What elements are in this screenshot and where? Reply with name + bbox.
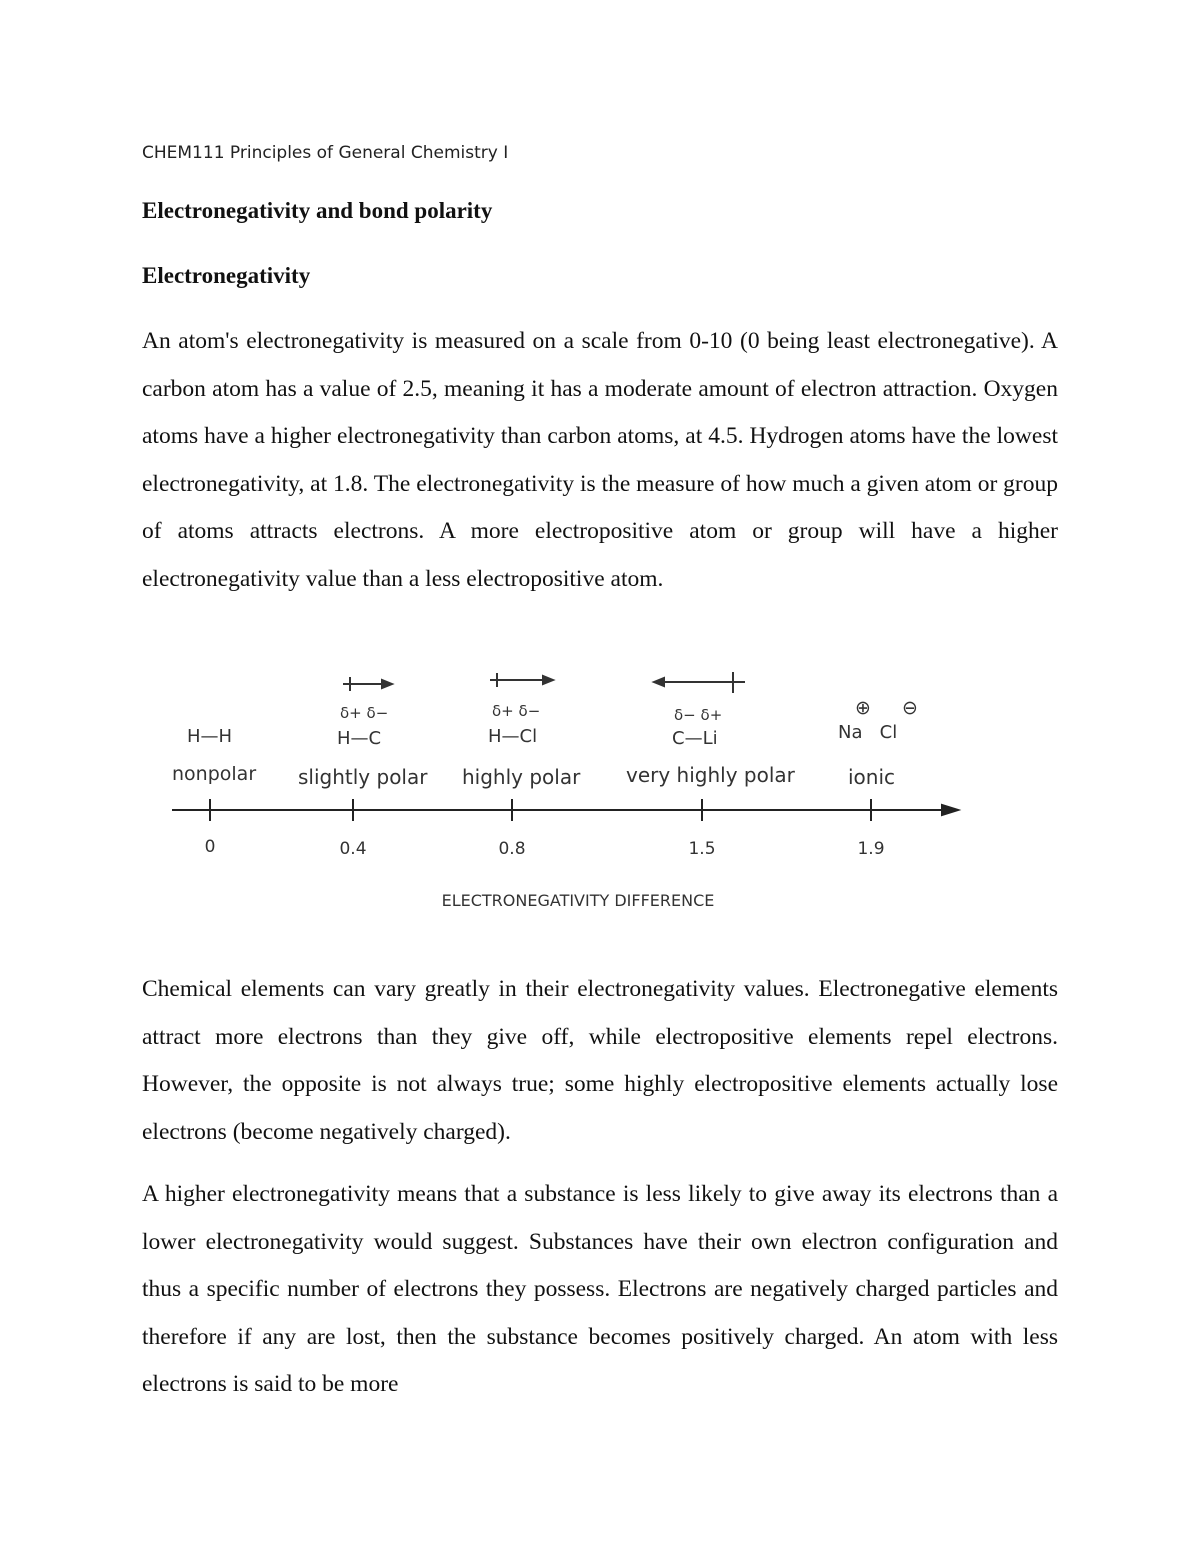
page-title: Electronegativity and bond polarity xyxy=(142,198,493,223)
molecule-hc: H—C xyxy=(337,728,382,749)
course-header: CHEM111 Principles of General Chemistry I xyxy=(142,143,509,163)
paragraph-1: An atom's electronegativity is measured on a scale from 0-10 (0 being least electronegative). A carbon atom has a value of 2.5, meaning it has a moderate amount of electron attraction. Oxygen atoms have a higher electronegativity than carbon atoms, at 4.5. Hydrogen atoms have the lowest electronegativity, at 1.8. The electronegativity is the measure of how much a given atom or group of atoms attracts electrons. A more electropositive atom or group will have a higher electronegativity value than a less electropositive atom. xyxy=(142,328,1058,592)
category-nonpolar: nonpolar xyxy=(172,763,257,785)
tick-label-0-8: 0.8 xyxy=(498,839,526,859)
tick-label-0-4: 0.4 xyxy=(339,839,367,859)
charge-label-hcl: δ+ δ− xyxy=(492,702,541,720)
molecule-hcl: H—Cl xyxy=(488,726,538,747)
category-slightly-polar: slightly polar xyxy=(298,765,428,789)
molecule-cli: C—Li xyxy=(672,728,718,749)
charge-label-cli: δ− δ+ xyxy=(674,706,723,724)
axis-line xyxy=(172,805,958,815)
tick-label-1-9: 1.9 xyxy=(857,839,885,859)
electronegativity-diagram xyxy=(0,660,1200,920)
axis-title: ELECTRONEGATIVITY DIFFERENCE xyxy=(441,891,715,910)
tick-label-0: 0 xyxy=(204,837,216,857)
paragraph-2: Chemical elements can vary greatly in their electronegativity values. Electronegative elements attract more electrons than they give off, while electropositive elements repel electrons. However, the opposite is not always true; some highly electropositive elements actually lose electrons (become negatively charged). xyxy=(142,976,1058,1145)
cation-symbol: ⊕ xyxy=(855,697,871,719)
dipole-arrow-cli xyxy=(654,672,745,693)
dipole-arrow-hcl xyxy=(490,673,553,687)
category-very-highly-polar: very highly polar xyxy=(626,763,795,787)
anion-symbol: ⊖ xyxy=(902,697,918,719)
molecule-hh: H—H xyxy=(187,726,233,747)
category-ionic: ionic xyxy=(848,765,896,789)
charge-label-hc: δ+ δ− xyxy=(340,704,389,722)
category-highly-polar: highly polar xyxy=(462,765,581,789)
tick-label-1-5: 1.5 xyxy=(688,839,716,859)
dipole-arrow-hc xyxy=(343,677,392,691)
paragraph-3: A higher electronegativity means that a substance is less likely to give away its electrons than a lower electronegativity would suggest. Substances have their own electron configuration and thus a specific number of electrons they possess. Electrons are negatively charged particles and therefore if any are lost, then the substance becomes positively charged. An atom with less electrons is said to be more xyxy=(142,1181,1058,1397)
molecule-nacl: Na Cl xyxy=(838,722,898,743)
section-heading: Electronegativity xyxy=(142,263,311,288)
